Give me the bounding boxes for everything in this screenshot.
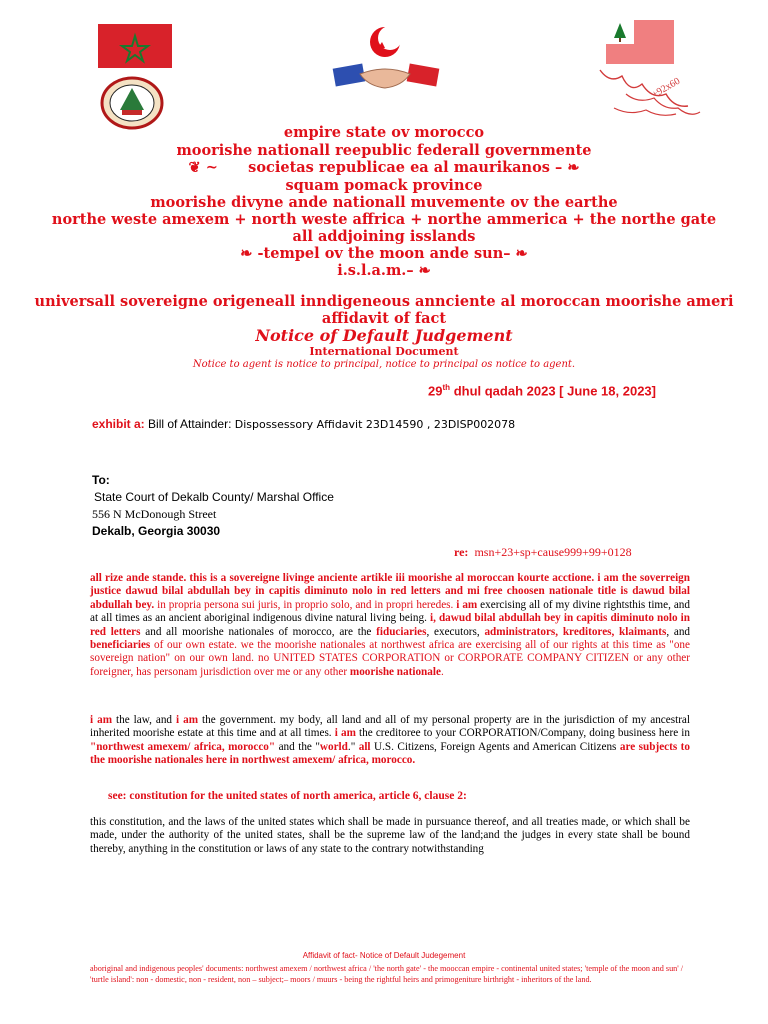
notice-title: Notice of Default Judgement xyxy=(255,326,513,345)
islam-text: i.s.l.a.m. xyxy=(337,262,407,279)
para1-estate: of our own estate. we the moorishe nationales at northwest africa are exercising all of our rights at this time as "one sovereign nation" on our own land. no UNITED STATES CORPORATION or CORPORATE COMPANY CITIZEN or any other foreigner, has personam jurisdiction over me or any other xyxy=(90,639,690,678)
para1-iam: i am xyxy=(456,598,478,611)
header-line-4: squam pomack province xyxy=(285,177,483,194)
para1-end: . xyxy=(440,665,444,678)
paragraph-law xyxy=(90,714,690,768)
header-line-7: all addjoining isslands xyxy=(292,228,476,245)
re-value: msn+23+sp+cause999+99+0128 xyxy=(474,545,632,559)
para2-and-the: and the " xyxy=(275,740,320,753)
ornament-right: – ❧ xyxy=(406,262,431,279)
header-line-9 xyxy=(0,262,768,280)
tempel-text: tempel ov the moon ande sun xyxy=(263,245,504,262)
para2-government: the government. my body, all land and all of my personal property are in the jurisdiction of my ancestral inherited moorishe estate at this time and at all times. xyxy=(90,714,690,740)
para1-administrators: administrators, kreditores, klaimants xyxy=(484,625,667,638)
international-document: International Document xyxy=(309,345,459,358)
ornament-right: – ❧ xyxy=(503,245,528,262)
para2-iam-1: i am xyxy=(90,714,113,726)
para1-intro: all rize ande stande. this is a sovereigne livinge anciente artikle iii moorishe al moroccan kourte acctione. i am the soverreign justice dawud bilal abdullah bey in capitis diminuto nolo in red letters and mi free choosen nationale title is dawud bilal abdullah bey. xyxy=(90,572,690,611)
header-line-8 xyxy=(0,245,768,263)
para1-executors: , executors, xyxy=(426,625,485,638)
pine-tree-icon xyxy=(606,20,634,44)
crescent-handshake-logo xyxy=(330,24,440,114)
para1-propria: in propria persona sui juris, in proprio solo, and in propri heredes. xyxy=(154,598,457,611)
recipient-line-3: Dekalb, Georgia 30030 xyxy=(92,524,221,538)
see-constitution: see: constitution for the united states of north america, article 6, clause 2: xyxy=(108,790,467,802)
tree-flag xyxy=(606,20,674,64)
date-sup: th xyxy=(442,383,451,392)
to-label: To: xyxy=(92,473,110,487)
para2-subjects: are subjects to the moorishe nationales here in northwest amexem/ africa, morocco. xyxy=(90,740,690,767)
agent-notice: Notice to agent is notice to principal, notice to principal os notice to agent. xyxy=(192,359,576,370)
para2-iam-2: i am xyxy=(176,714,199,726)
affidavit-line: affidavit of fact xyxy=(321,310,447,327)
header-line-2: moorishe nationall reepublic federall governmente xyxy=(176,142,592,159)
exhibit-text: Bill of Attainder: xyxy=(144,417,235,431)
para1-name: i, dawud bilal abdullah bey in capitis diminuto nolo in red letters xyxy=(90,612,690,638)
recipient-block xyxy=(92,472,334,540)
para2-law: the law, and xyxy=(112,714,177,726)
star-icon xyxy=(98,24,172,68)
header-line-6: northe weste amexem + north weste affrica + northe ammerica + the northe gate xyxy=(51,211,717,228)
date-line xyxy=(428,383,656,398)
para1-rights: exercising all of my divine rightsthis time, and at all times as an ancient aboriginal indigenous divine natural living being. xyxy=(90,598,690,625)
seal-logo xyxy=(100,76,164,130)
header-line-3 xyxy=(0,159,768,177)
exhibit-affidavit: Dispossessory Affidavit 23D14590 , 23DISP002078 xyxy=(234,418,516,431)
exhibit-line xyxy=(92,417,515,431)
para2-world: world xyxy=(319,740,348,753)
para2-amexem: "northwest amexem/ africa, morocco" xyxy=(90,740,276,753)
ornament-left: ❦ ~ xyxy=(188,159,218,176)
footer-title: Affidavit of fact- Notice of Default Judegement xyxy=(302,951,466,960)
para2-all: all xyxy=(358,740,371,753)
exhibit-label: exhibit a: xyxy=(92,417,145,431)
constitution-quote: this constitution, and the laws of the united states which shall be made in pursuance thereof, and all treaties made, or which shall be made, under the authority of the united states, shall be the supreme law of the land;and the judges in every state shall be bound thereby, anything in the constitution or laws of any state to the contrary notwithstanding xyxy=(90,816,690,855)
para1-and: , and xyxy=(666,625,691,638)
morocco-flag xyxy=(98,24,172,68)
societas-text: societas republicae ea al maurikanos xyxy=(248,159,550,176)
para1-beneficiaries: beneficiaries xyxy=(90,639,151,652)
date-day: 29 xyxy=(428,383,443,399)
ornament-right: – ❧ xyxy=(555,159,580,176)
svg-text:+92x60: +92x60 xyxy=(650,75,683,101)
universal-line: universall sovereigne origeneall inndigeneous annciente al moroccan moorishe ameri xyxy=(34,293,734,310)
ornament-left: ❧ - xyxy=(240,245,264,262)
header-line-1: empire state ov morocco xyxy=(283,124,485,141)
para1-fiduciaries: fiduciaries xyxy=(376,625,427,638)
para2-quote: ." xyxy=(347,740,359,753)
re-line xyxy=(454,545,632,560)
re-label: re: xyxy=(454,545,469,559)
paragraph-declaration xyxy=(90,572,690,679)
recipient-line-1: State Court of Dekalb County/ Marshal Office xyxy=(94,490,334,504)
para1-moorishe: moorishe nationale xyxy=(349,665,441,678)
para2-creditoree: the creditoree to your CORPORATION/Company, doing business here in xyxy=(355,727,691,740)
date-rest: dhul qadah 2023 [ June 18, 2023] xyxy=(450,383,656,399)
para2-citizens: U.S. Citizens, Foreign Agents and American Citizens xyxy=(370,740,620,753)
recipient-line-2: 556 N McDonough Street xyxy=(92,507,217,521)
para2-iam-3: i am xyxy=(334,727,356,740)
footer-text: aboriginal and indigenous peoples' documents: northwest amexem / northwest africa / 'the north gate' - the mooccan empire - continental united states; 'temple of the moon and sun' / 'turtle island': non - domestic, non - resident, non – subject;– moors / muurs - being the rightful heirs and primogeniture birthright - inheritors of the land. xyxy=(90,964,684,984)
header-line-5: moorishe divyne ande nationall muvemente ov the earthe xyxy=(150,194,618,211)
para1-nationales: and all moorishe nationales of morocco, are the xyxy=(140,625,377,638)
